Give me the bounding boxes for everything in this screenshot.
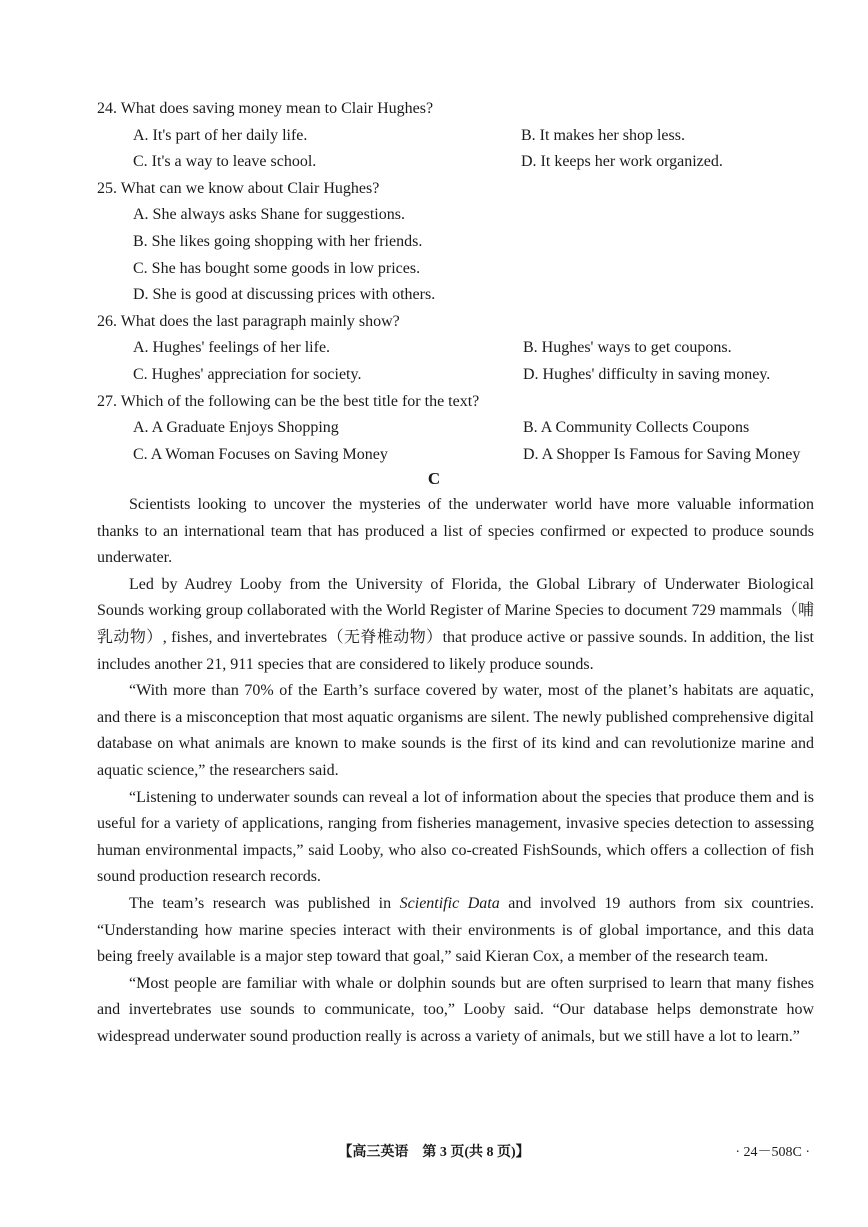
footer-exam-code: · 24－508C · (735, 1145, 810, 1160)
paragraph-5-text-after: and involved 19 authors from six countries. “Understanding how marine species interact with their environments is of global importance, and this data being freely available is a major step toward that goal,” said Kieran Cox, a member of the research team. (97, 894, 815, 966)
passage-paragraph-1: Scientists looking to uncover the mysteries of the underwater world have more valuable information thanks to an international team that has produced a list of species confirmed or expected to produce sounds underwater. (97, 496, 814, 567)
question-26-options-row-2 (97, 362, 817, 389)
q26-option-d: D. Hughes' difficulty in saving money. (523, 365, 771, 383)
question-25-stem: 25. What can we know about Clair Hughes? (97, 179, 380, 197)
q25-option-c: C. She has bought some goods in low prices. (133, 259, 421, 277)
passage-paragraph-5 (97, 891, 814, 971)
question-27-stem: 27. Which of the following can be the best title for the text? (97, 392, 480, 410)
q26-option-a: A. Hughes' feelings of her life. (133, 339, 331, 357)
q27-option-d: D. A Shopper Is Famous for Saving Money (523, 445, 801, 463)
q25-option-b: B. She likes going shopping with her friends. (133, 232, 423, 250)
q25-option-d: D. She is good at discussing prices with others. (133, 286, 436, 304)
q25-option-a: A. She always asks Shane for suggestions. (133, 206, 405, 224)
question-27-options-row-2 (97, 442, 817, 469)
footer-page-label: 【高三英语 第 3 页(共 8 页)】 (338, 1145, 530, 1160)
question-27-options-row-1 (97, 415, 817, 442)
passage-paragraph-2: Led by Audrey Looby from the University of Florida, the Global Library of Underwater Biological Sounds working group collaborated with the World Register of Marine Species to document 729 mammals（哺乳动物）, fishes, and invertebrates（无脊椎动物）that produce active or passive sounds. In addition, the list includes another 21, 911 species that are considered to likely produce sounds. (97, 575, 814, 673)
question-26-options-row-1 (97, 335, 817, 362)
q24-option-d: D. It keeps her work organized. (521, 153, 723, 171)
q24-option-b: B. It makes her shop less. (521, 126, 685, 144)
q24-option-a: A. It's part of her daily life. (133, 126, 308, 144)
question-26-stem: 26. What does the last paragraph mainly show? (97, 312, 400, 330)
question-24-options-row-1 (97, 123, 817, 150)
q24-option-c: C. It's a way to leave school. (133, 153, 317, 171)
question-24-stem: 24. What does saving money mean to Clair Hughes? (97, 100, 434, 117)
passage-paragraph-3: “With more than 70% of the Earth’s surface covered by water, most of the planet’s habitats are aquatic, and there is a misconception that most aquatic organisms are silent. The newly published comprehensive digital database on what animals are known to make sounds is the first of its kind and can revolutionize marine and aquatic science,” the researchers said. (97, 682, 814, 779)
reading-passage (97, 492, 814, 1050)
q27-option-c: C. A Woman Focuses on Saving Money (133, 445, 388, 463)
q26-option-c: C. Hughes' appreciation for society. (133, 365, 362, 383)
question-24-options-row-2 (97, 149, 817, 176)
question-block (97, 96, 817, 468)
q26-option-b: B. Hughes' ways to get coupons. (523, 339, 732, 357)
paragraph-5-text-before: The team’s research was published in (129, 894, 400, 912)
q27-option-a: A. A Graduate Enjoys Shopping (133, 419, 339, 437)
passage-paragraph-4: “Listening to underwater sounds can reveal a lot of information about the species that produce them and is useful for a variety of applications, ranging from fisheries management, invasive species detection to assessing human environmental impacts,” said Looby, who also co-created FishSounds, which offers a collection of fish sound production research records. (97, 788, 814, 886)
passage-paragraph-6: “Most people are familiar with whale or dolphin sounds but are often surprised to learn that many fishes and invertebrates use sounds to communicate, too,” Looby said. “Our database helps demonstrate how widespread underwater sound production really is across a variety of animals, but we still have a lot to learn.” (97, 974, 814, 1045)
page-footer (0, 1140, 868, 1164)
journal-title: Scientific Data (399, 894, 500, 912)
section-heading: C (427, 469, 441, 488)
q27-option-b: B. A Community Collects Coupons (523, 419, 750, 437)
